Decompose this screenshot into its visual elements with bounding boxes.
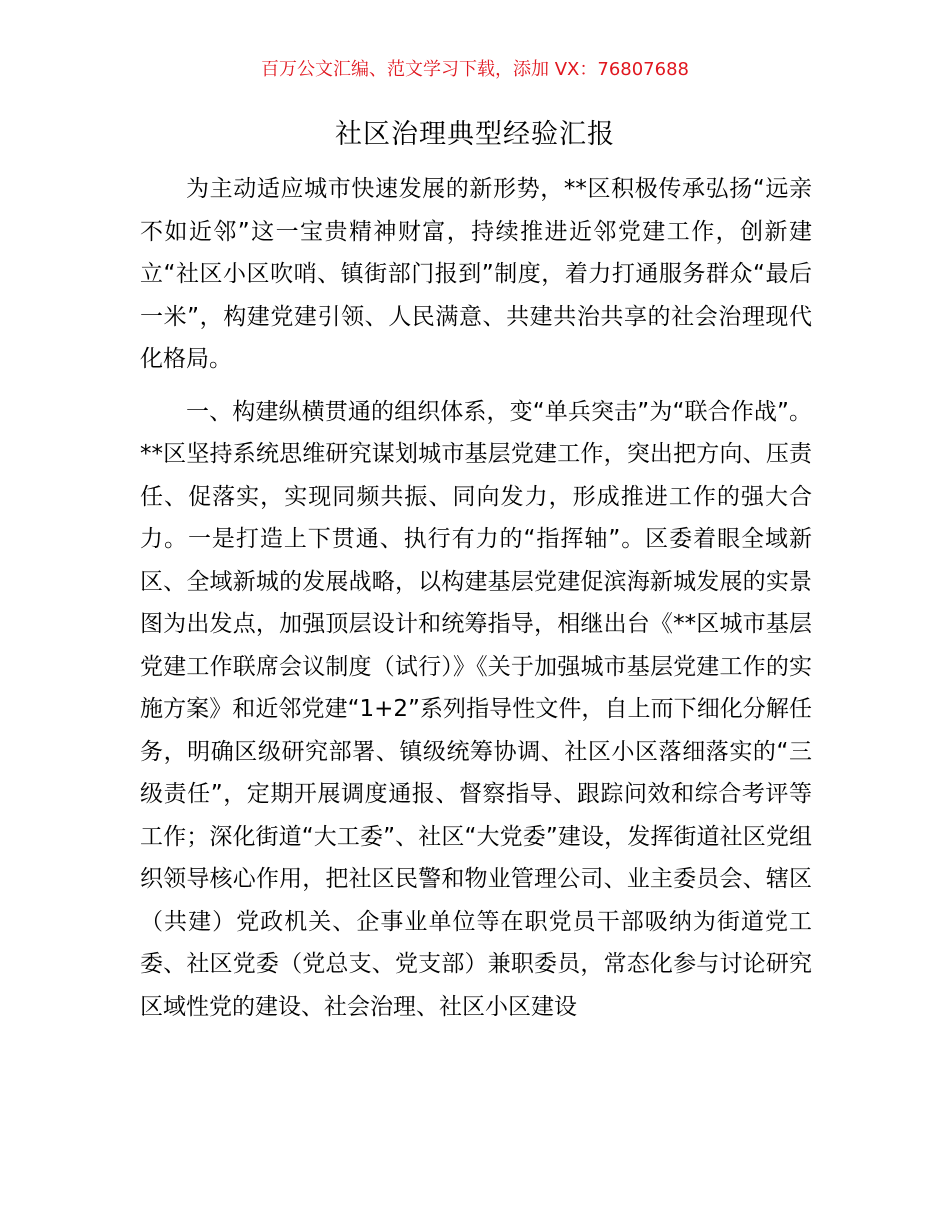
- paragraph-intro: 为主动适应城市快速发展的新形势，**区积极传承弘扬“远亲不如近邻”这一宝贵精神财富，持续推进近邻党建工作，创新建立“社区小区吹哨、镇街部门报到”制度，着力打通服务群众“最后一米”，构建党建引领、人民满意、共建共治共享的社会治理现代化格局。: [140, 176, 812, 372]
- document-title: 社区治理典型经验汇报: [335, 119, 615, 150]
- paragraph-section-one: 一、构建纵横贯通的组织体系，变“单兵突击”为“联合作战”。**区坚持系统思维研究谋划城市基层党建工作，突出把方向、压责任、促落实，实现同频共振、同向发力，形成推进工作的强大合力。一是打造上下贯通、执行有力的“指挥轴”。区委着眼全域新区、全域新城的发展战略，以构建基层党建促滨海新城发展的实景图为出发点，加强顶层设计和统筹指导，相继出台《**区城市基层党建工作联席会议制度（试行）》《关于加强城市基层党建工作的实施方案》和近邻党建“1+2”系列指导性文件，自上而下细化分解任务，明确区级研究部署、镇级统筹协调、社区小区落细落实的“三级责任”，定期开展调度通报、督察指导、跟踪问效和综合考评等工作；深化街道“大工委”、社区“大党委”建设，发挥街道社区党组织领导核心作用，把社区民警和物业管理公司、业主委员会、辖区（共建）党政机关、企事业单位等在职党员干部吸纳为街道党工委、社区党委（党总支、党支部）兼职委员，常态化参与讨论研究区域性党的建设、社会治理、社区小区建设: [140, 398, 812, 1020]
- document-body: [140, 168, 812, 1028]
- header-watermark: 百万公文汇编、范文学习下载，添加 VX：76807688: [261, 59, 689, 80]
